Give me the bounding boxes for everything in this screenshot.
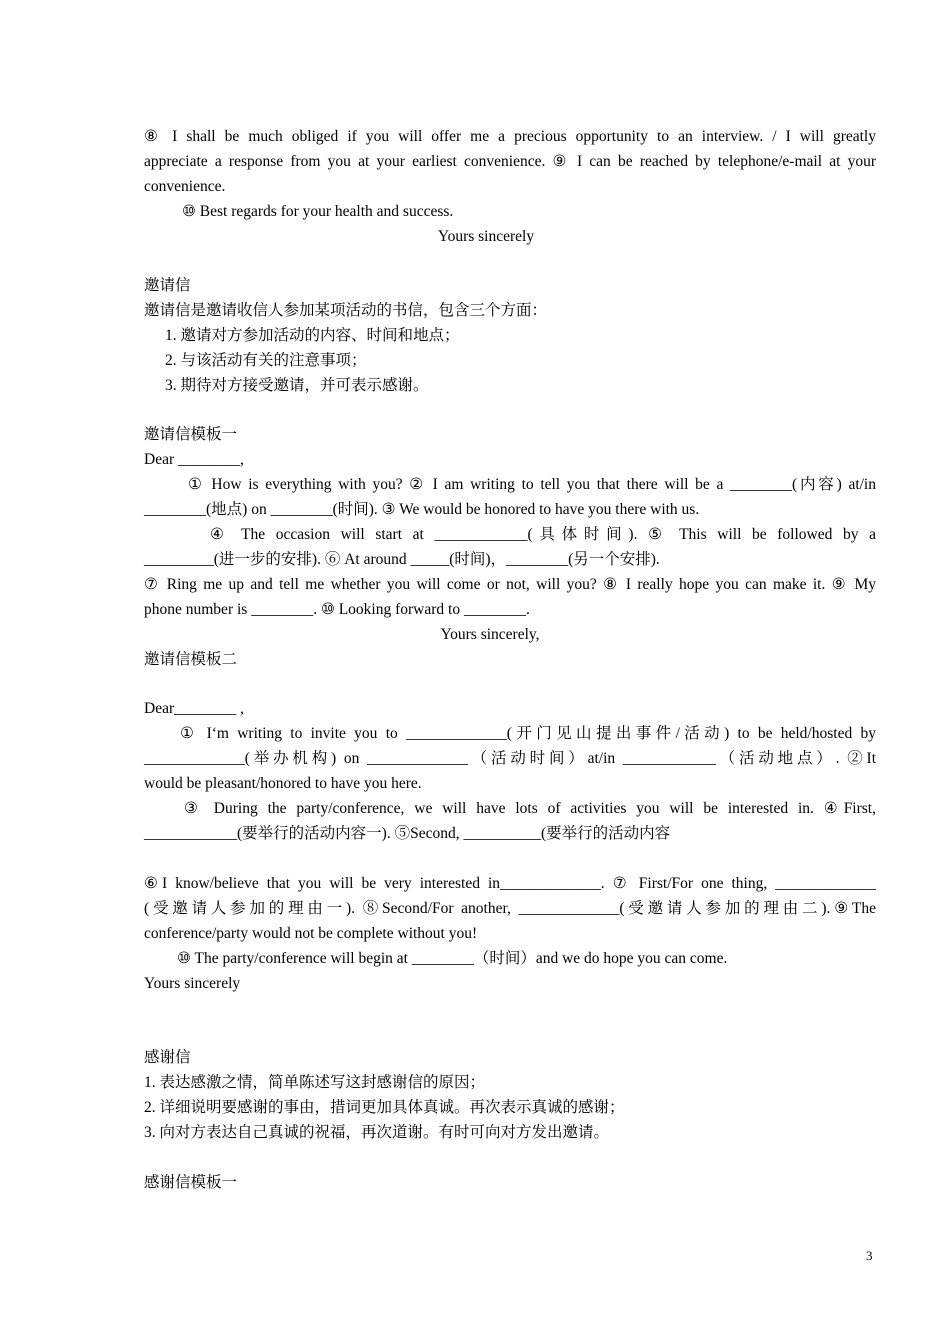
thanks-item: 1. 表达感激之情，简单陈述写这封感谢信的原因；	[144, 1074, 486, 1091]
template2-line-7: (受邀请人参加的理由一). ⑧Second/For another, _____________(受邀请人参加的理由二).⑨The	[144, 900, 876, 917]
template1-line-1: ① How is everything with you? ② I am writing to tell you that there will be a ________(内容) at/in	[188, 476, 876, 493]
template2-salutation: Dear________ ,	[144, 700, 244, 717]
template1-line-5: ⑦ Ring me up and tell me whether you will come or not, will you? ⑧ I really hope you can make it. ⑨ My	[144, 576, 876, 593]
template2-line-8: conference/party would not be complete without you!	[144, 925, 478, 942]
template1-line-3: ④ The occasion will start at ____________(具体时间). ⑤ This will be followed by a	[210, 526, 876, 543]
invitation-item: 1. 邀请对方参加活动的内容、时间和地点；	[165, 327, 460, 344]
template2-line-6: ⑥I know/believe that you will be very interested in_____________. ⑦ First/For one thing, _____________	[144, 875, 876, 892]
thanks-template-heading: 感谢信模板一	[144, 1174, 238, 1191]
template1-line-2: ________(地点) on ________(时间). ③ We would be honored to have you there with us.	[144, 501, 700, 518]
template1-heading: 邀请信模板一	[144, 426, 238, 443]
page-number: 3	[866, 1248, 873, 1263]
invitation-heading: 邀请信	[144, 277, 191, 294]
invitation-item: 2. 与该活动有关的注意事项；	[165, 352, 367, 369]
template2-line-2: _____________(举办机构) on _____________（活动时间）at/in ____________（活动地点）. ②It	[144, 750, 876, 767]
resume-closing-line-4: ⑩ Best regards for your health and success.	[182, 203, 454, 220]
thanks-item: 3. 向对方表达自己真诚的祝福，再次道谢。有时可向对方发出邀请。	[144, 1124, 610, 1141]
template2-heading: 邀请信模板二	[144, 651, 238, 668]
template2-line-9: ⑩ The party/conference will begin at ________（时间）and we do hope you can come.	[177, 950, 728, 967]
template2-line-3: would be pleasant/honored to have you here.	[144, 775, 422, 792]
template2-line-1: ① I‘m writing to invite you to _____________(开门见山提出事件/活动) to be held/hosted by	[180, 725, 876, 742]
resume-closing-signoff: Yours sincerely	[437, 228, 535, 245]
template2-signoff: Yours sincerely	[144, 975, 241, 992]
template1-salutation: Dear ________,	[144, 451, 244, 468]
template2-line-5: ____________(要举行的活动内容一). ⑤Second, __________(要举行的活动内容	[144, 825, 671, 842]
template1-line-6: phone number is ________. ⑩ Looking forward to ________.	[144, 601, 530, 618]
thanks-heading: 感谢信	[144, 1049, 191, 1066]
template2-line-4: ③ During the party/conference, we will have lots of activities you will be interested in. ④First,	[184, 800, 876, 817]
resume-closing-line-1: ⑧ I shall be much obliged if you will offer me a precious opportunity to an interview. / I will greatly	[144, 128, 876, 145]
invitation-item: 3. 期待对方接受邀请，并可表示感谢。	[165, 377, 429, 394]
invitation-intro: 邀请信是邀请收信人参加某项活动的书信，包含三个方面：	[144, 302, 548, 319]
template1-signoff: Yours sincerely,	[440, 626, 540, 643]
resume-closing-line-3: convenience.	[144, 178, 226, 195]
resume-closing-line-2: appreciate a response from you at your earliest convenience. ⑨ I can be reached by telephone/e-mail at your	[144, 153, 876, 170]
template1-line-4: _________(进一步的安排). ⑥ At around _____(时间)，________(另一个安排).	[144, 551, 660, 568]
thanks-item: 2. 详细说明要感谢的事由，措词更加具体真诚。再次表示真诚的感谢；	[144, 1099, 625, 1116]
